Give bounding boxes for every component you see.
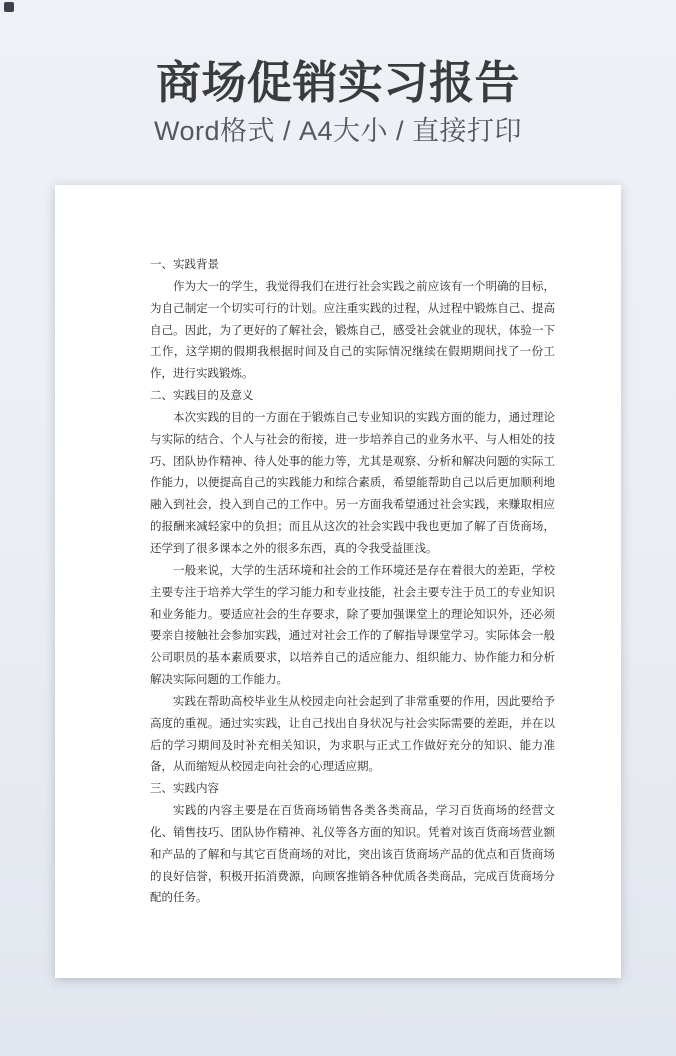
doc-paragraph-4: 实践在帮助高校毕业生从校园走向社会起到了非常重要的作用，因此要给予高度的重视。通过实实践，让自己找出自身状况与社会实际需要的差距，并在以后的学习期间及时补充相关知识，为求职与正式工作做好充分的知识、能力准备，从而缩短从校园走向社会的心理适应期。 <box>150 695 555 774</box>
page-title: 商场促销实习报告 <box>155 57 520 108</box>
doc-heading-practice-content: 三、实践内容 <box>150 783 219 796</box>
doc-heading-practice-background: 一、实践背景 <box>150 259 219 271</box>
document-sheet <box>55 185 621 978</box>
hero-header <box>0 0 676 145</box>
document-body <box>150 255 555 910</box>
doc-paragraph-2: 本次实践的目的一方面在于锻炼自己专业知识的实践方面的能力，通过理论与实际的结合、个人与社会的衔接，进一步培养自己的业务水平、与人相处的技巧、团队协作精神、待人处事的能力等，尤其是观察、分析和解决问题的实际工作能力，以便提高自己的实践能力和综合素质，希望能帮助自己以后更加顺利地融入到社会，投入到自己的工作中。另一方面我希望通过社会实践，来赚取相应的报酬来减轻家中的负担；而且从这次的社会实践中我也更加了解了百货商场，还学到了很多课本之外的很多东西，真的令我受益匪浅。 <box>150 411 555 555</box>
doc-paragraph-3: 一般来说，大学的生活环境和社会的工作环境还是存在着很大的差距，学校主要专注于培养大学生的学习能力和专业技能，社会主要专注于员工的专业知识和业务能力。要适应社会的生存要求，除了要加强课堂上的理论知识外，还必须要亲自接触社会参加实践，通过对社会工作的了解指导课堂学习。实际体会一般公司职员的基本素质要求，以培养自己的适应能力、组织能力、协作能力和分析解决实际问题的工作能力。 <box>150 564 555 687</box>
doc-paragraph-1: 作为大一的学生，我觉得我们在进行社会实践之前应该有一个明确的目标，为自己制定一个切实可行的计划。应注重实践的过程，从过程中锻炼自己、提高自己。因此，为了更好的了解社会，锻炼自己，感受社会就业的现状，体验一下工作，这学期的假期我根据时间及自己的实际情况继续在假期期间找了一份工作，进行实践锻炼。 <box>150 280 555 381</box>
doc-paragraph-5: 实践的内容主要是在百货商场销售各类各类商品，学习百货商场的经营文化、销售技巧、团队协作精神、礼仪等各方面的知识。凭着对该百货商场营业额和产品的了解和与其它百货商场的对比，突出该百货商场产品的优点和百货商场的良好信誉，积极开拓消费源，向顾客推销各种优质各类商品，完成百货商场分配的任务。 <box>150 805 555 905</box>
doc-heading-purpose-meaning: 二、实践目的及意义 <box>150 390 254 403</box>
page-subtitle: Word格式 / A4大小 / 直接打印 <box>153 116 523 146</box>
